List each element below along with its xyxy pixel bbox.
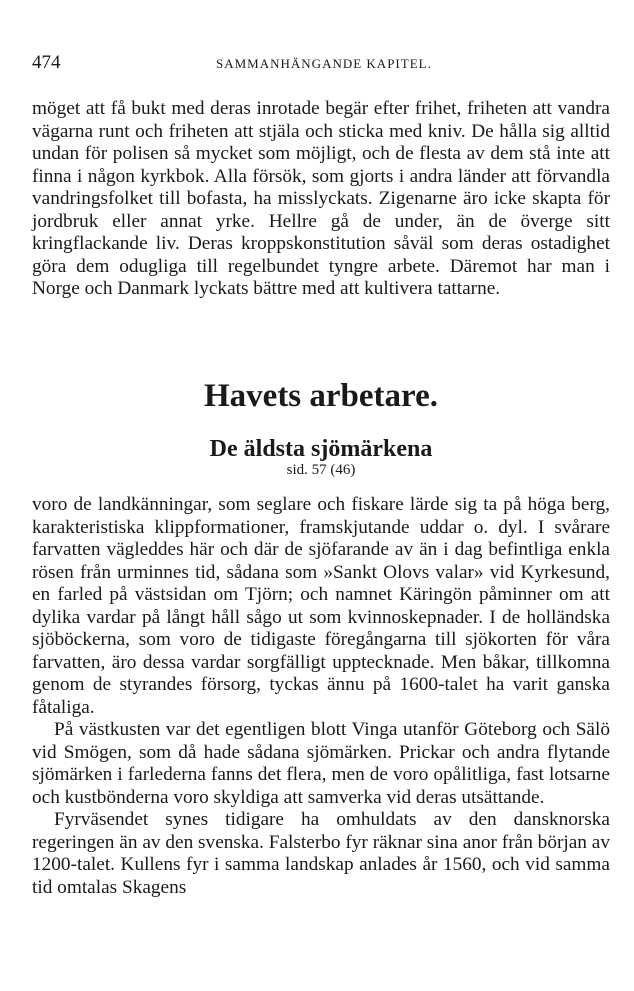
running-head <box>32 52 610 76</box>
body-paragraph: På västkusten var det egentligen blott Vinga utanför Göteborg och Sälö vid Smögen, som då hade sådana sjömärken. Prickar och andra flytande sjömärken i farlederna fanns det flera, men de voro opålitliga, fast lotsarne och kustbönderna voro skyldiga att samverka vid deras utsättande. <box>32 719 610 808</box>
running-title: SAMMANHÄNGANDE KAPITEL. <box>216 56 432 71</box>
page-number: 474 <box>32 52 61 73</box>
subsection-heading: De äldsta sjömärkena <box>209 436 433 462</box>
section-heading: Havets arbetare. <box>204 378 438 414</box>
body-paragraph: voro de landkänningar, som seglare och fiskare lärde sig ta på höga berg, karakteristiska klippformationer, framskjutande uddar o. dyl. I svårare farvatten vägleddes här och där de sjöfarande av än i dag befintliga enkla rösen från urminnes tid, sådana som »Sankt Olovs valar» vid Kyrkesund, en farled på västsidan om Tjörn; och namnet Käringön påminner om att dylika vardar på långt håll sågo ut som kvinnoskepnader. I de holländska sjöböckerna, som voro de tidigaste föregångarna till sjökorten för våra farvatten, äro dessa vardar sorgfälligt upptecknade. Men båkar, tillkomna genom de styrandes försorg, tyckas ännu på 1600-talet ha varit ganska fåtaliga. <box>32 494 610 718</box>
body-paragraph: Fyrväsendet synes tidigare ha omhuldats av den dansknorska regeringen än av den svenska. Falsterbo fyr räknar sina anor från början av 1200-talet. Kullens fyr i samma landskap anlades år 1560, och vid samma tid omtalas Skagens <box>32 809 610 898</box>
section-body <box>32 494 610 899</box>
page-reference: sid. 57 (46) <box>286 462 356 478</box>
intro-paragraph: möget att få bukt med deras inrotade begär efter frihet, friheten att vandra vägarna runt och friheten att stjäla och sticka med kniv. De hålla sig alltid undan för polisen så mycket som möjligt, och de flesta av dem stå inte att finna i någon kyrkbok. Alla försök, som gjorts i andra länder att förvandla vandringsfolket till bofasta, ha misslyckats. Zigenarne äro icke skapta för jordbruk eller annat yrke. Hellre gå de under, än de överge sitt kringflackande liv. Deras kroppskonstitution såväl som deras ostadighet göra dem odugliga till regelbundet tyngre arbete. Däremot har man i Norge och Danmark lyckats bättre med att kultivera tattarne. <box>32 98 610 299</box>
